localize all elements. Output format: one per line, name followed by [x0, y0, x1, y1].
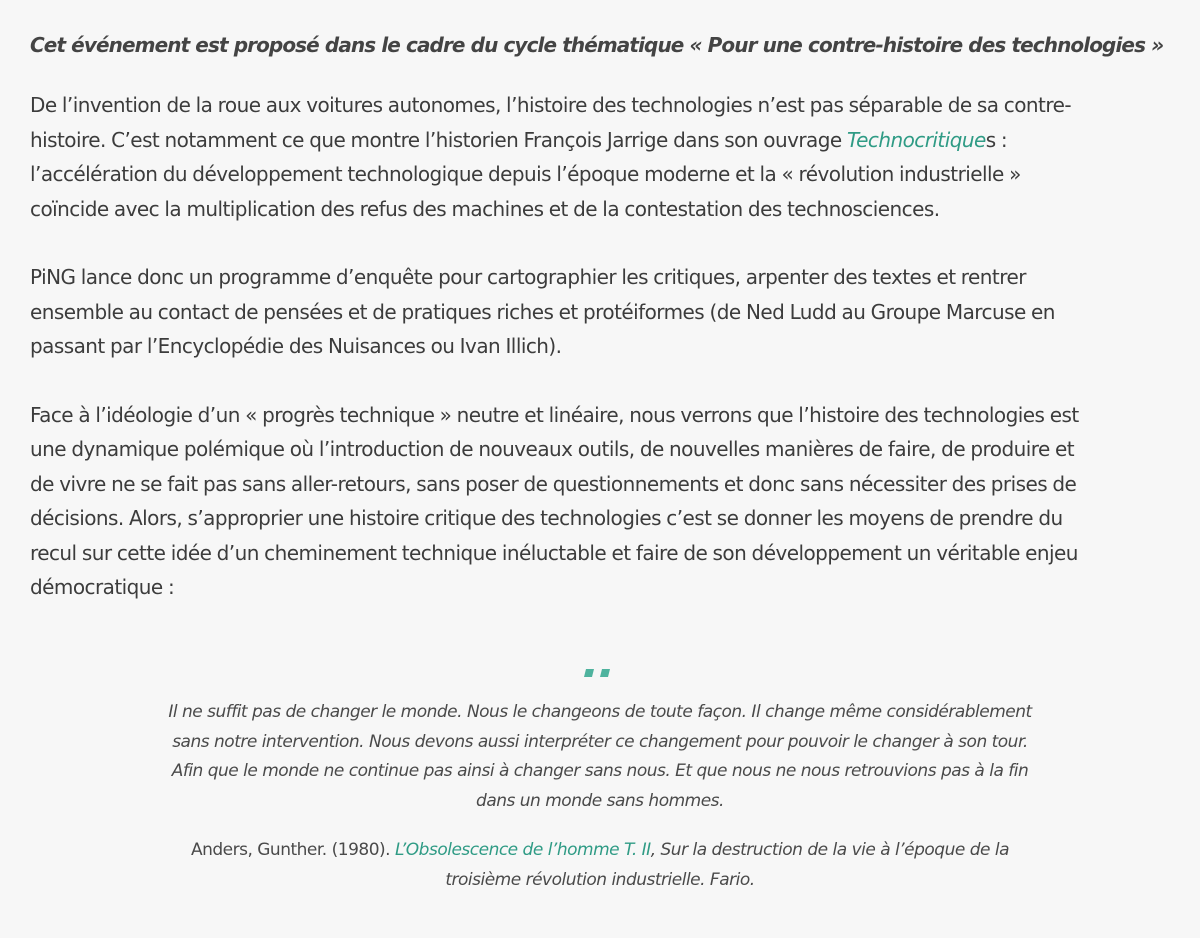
paragraph-line: ensemble au contact de pensées et de pratiques riches et protéiformes (de Ned Ludd au Groupe Marcuse en — [30, 299, 1055, 324]
paragraph-technocritiques — [30, 88, 1170, 226]
paragraph-line: passant par l’Encyclopédie des Nuisances ou Ivan Illich). — [30, 334, 562, 358]
quote-text — [0, 698, 1200, 816]
paragraph-line: une dynamique polémique où l’introduction de nouveaux outils, de nouvelles manières de faire, de produire et — [30, 437, 1075, 461]
paragraph-line: décisions. Alors, s’approprier une histoire critique des technologies c’est se donner les moyens de prendre du — [30, 506, 1063, 530]
technocritiques-link[interactable]: Technocritique — [846, 127, 986, 152]
paragraph-progress-ideology — [30, 398, 1170, 605]
citation-line: troisième révolution industrielle. Fario. — [445, 869, 755, 890]
paragraph-line: démocratique : — [30, 575, 175, 599]
quote-line: Il ne suffit pas de changer le monde. Nous le changeons de toute façon. Il change même considérablement — [168, 702, 1032, 722]
citation-line — [0, 836, 1200, 866]
paragraph-text: s : — [985, 127, 1008, 152]
citation-author: Anders, Gunther. (1980). — [190, 840, 395, 860]
paragraph-line — [30, 123, 1170, 158]
quote-icon — [580, 662, 620, 684]
blockquote — [0, 662, 1200, 895]
paragraph-line: De l’invention de la roue aux voitures autonomes, l’histoire des technologies n’est pas séparable de sa contre- — [30, 93, 1071, 117]
paragraph-line: recul sur cette idée d’un cheminement technique inéluctable et faire de son développement un véritable enjeu — [30, 540, 1078, 565]
citation-subtitle: , Sur la destruction de la vie à l’époque de la — [650, 840, 1010, 860]
quote-citation — [0, 836, 1200, 895]
quote-line: Afin que le monde ne continue pas ainsi à changer sans nous. Et que nous ne nous retrouvions pas à la fin — [171, 761, 1029, 781]
cycle-intro: Cet événement est proposé dans le cadre du cycle thématique « Pour une contre-histoire des technologies » — [30, 33, 1164, 57]
paragraph-line: Face à l’idéologie d’un « progrès technique » neutre et linéaire, nous verrons que l’histoire des technologies est — [30, 402, 1079, 427]
paragraph-line: PiNG lance donc un programme d’enquête pour cartographier les critiques, arpenter des textes et rentrer — [30, 265, 1026, 289]
paragraph-ping-program — [30, 260, 1170, 364]
paragraph-text: histoire. C’est notamment ce que montre l’historien François Jarrige dans son ouvrage — [30, 127, 847, 152]
paragraph-line: coïncide avec la multiplication des refus des machines et de la contestation des technosciences. — [30, 196, 940, 221]
quote-line: sans notre intervention. Nous devons aussi interpréter ce changement pour pouvoir le changer à son tour. — [172, 731, 1028, 752]
book-title-link[interactable]: L’Obsolescence de l’homme T. II — [394, 840, 651, 860]
quote-line: dans un monde sans hommes. — [476, 790, 724, 811]
paragraph-line: de vivre ne se fait pas sans aller-retours, sans poser de questionnements et donc sans nécessiter des prises de — [30, 471, 1077, 496]
paragraph-line: l’accélération du développement technologique depuis l’époque moderne et la « révolution industrielle » — [30, 162, 1021, 186]
